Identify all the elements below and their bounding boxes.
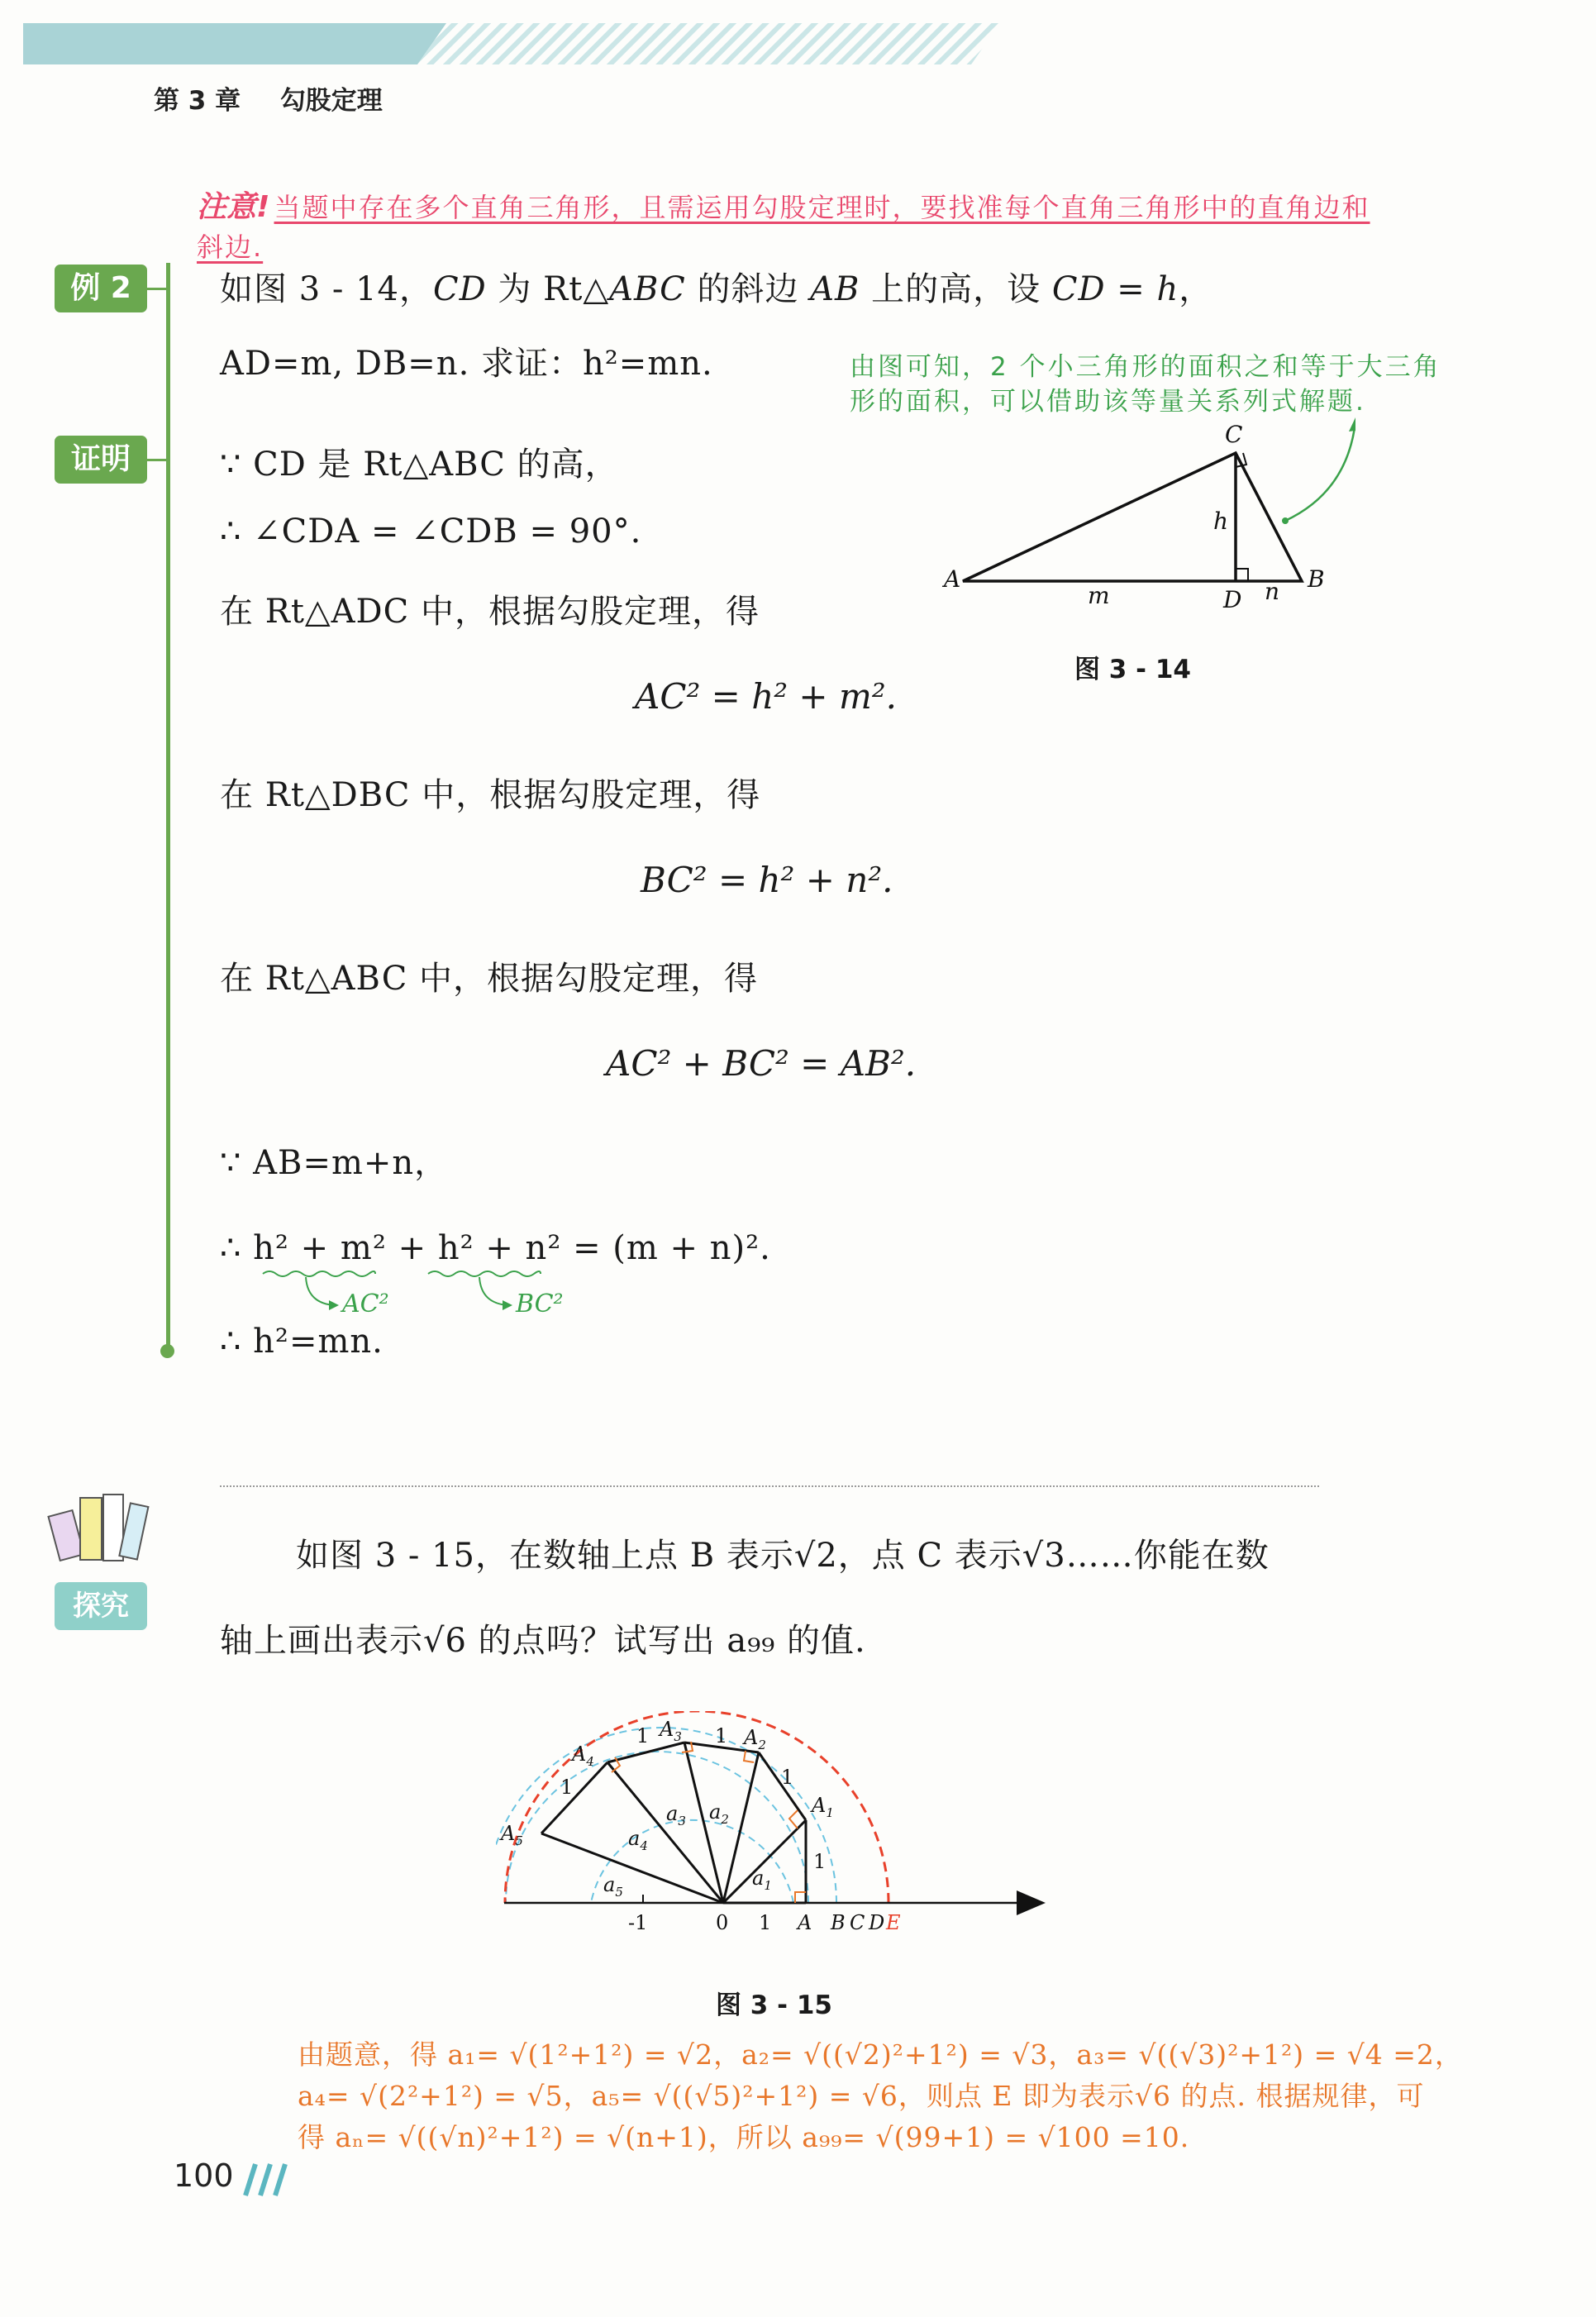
- solution-line3: 得 aₙ= √((√n)²+1²) = √(n+1)，所以 a₉₉= √(99+1) = √100 =10.: [298, 2121, 1190, 2153]
- label-a2: $A_2$: [744, 1726, 766, 1752]
- solution-line2: a₄= √(2²+1²) = √5，a₅= √((√5)²+1²) = √6，则点 E 即为表示√6 的点. 根据规律，可: [298, 2080, 1425, 2112]
- label-h: h: [1213, 508, 1229, 535]
- note-text-line1: 当题中存在多个直角三角形，且需运用勾股定理时，要找准每个直角三角形中的直角边和: [274, 192, 1370, 223]
- proof-eq2: BC² = h² + n².: [641, 860, 893, 900]
- triangle-abc: [963, 453, 1302, 581]
- side-a2: $a_2$: [709, 1800, 729, 1827]
- proof-step6: ∵ AB=m+n，: [220, 1144, 449, 1182]
- proof-step4: 在 Rt△DBC 中，根据勾股定理，得: [220, 776, 761, 814]
- side-a1: $a_1$: [752, 1866, 772, 1893]
- proof-step5: 在 Rt△ABC 中，根据勾股定理，得: [220, 960, 759, 998]
- seg-1-b: 1: [636, 1724, 650, 1747]
- example-tag: 例 2: [55, 265, 147, 312]
- label-n: n: [1265, 578, 1280, 605]
- note-text-line2: 斜边.: [197, 231, 264, 263]
- seg-1-d: 1: [781, 1766, 794, 1789]
- solution-line1: 由题意，得 a₁= √(1²+1²) = √2，a₂= √((√2)²+1²) = √3，a₃= √((√3)²+1²) = √4 =2，: [298, 2038, 1463, 2071]
- note-block: [197, 184, 1370, 226]
- section-divider: [220, 1485, 1319, 1487]
- explore-line2: 轴上画出表示√6 的点吗？试写出 a₉₉ 的值.: [220, 1622, 866, 1660]
- side-a3: $a_3$: [666, 1802, 686, 1828]
- label-a: A: [944, 565, 961, 593]
- proof-step8: ∴ h²=mn.: [220, 1323, 384, 1361]
- chapter-title: 勾股定理: [279, 86, 383, 116]
- right-angle-d: [1236, 569, 1248, 581]
- hint-line2: 形的面积，可以借助该等量关系列式解题.: [850, 387, 1366, 417]
- explore-line1: 如图 3 - 15，在数轴上点 B 表示√2，点 C 表示√3……你能在数: [296, 1537, 1270, 1575]
- chapter-number: 第 3 章: [154, 86, 241, 116]
- label-a3: $A_3$: [660, 1718, 682, 1744]
- hint-line1: 由图可知，2 个小三角形的面积之和等于大三角: [850, 352, 1441, 382]
- page-number-slashes: [234, 2161, 292, 2199]
- side-a5: $a_5$: [603, 1873, 623, 1900]
- proof-tag: 证明: [55, 436, 147, 484]
- figure-3-15-caption: 图 3 - 15: [716, 1990, 832, 2020]
- label-b: B: [1308, 565, 1325, 593]
- annot-bc: BC²: [516, 1290, 564, 1318]
- tick-1: 1: [759, 1911, 772, 1934]
- seg-1-e: 1: [813, 1850, 827, 1873]
- page-number: 100: [174, 2157, 234, 2194]
- proof-tag-connector: [147, 459, 167, 461]
- figure-3-15: [496, 1711, 1058, 1951]
- proof-step7: ∴ h² + m² + h² + n² = (m + n)².: [220, 1229, 771, 1267]
- books-icon: [45, 1480, 161, 1571]
- tick-d: D: [869, 1911, 885, 1934]
- proof-bracket-line: [166, 263, 170, 1351]
- tick-0: 0: [716, 1911, 729, 1934]
- hint-arrow-head: [1349, 417, 1355, 431]
- tick-a: A: [798, 1911, 812, 1934]
- proof-step2: ∴ ∠CDA = ∠CDB = 90°.: [220, 513, 642, 551]
- label-m: m: [1088, 582, 1110, 609]
- annot-ac: AC²: [342, 1290, 389, 1318]
- proof-eq3: AC² + BC² = AB².: [606, 1043, 917, 1084]
- proof-step3: 在 Rt△ADC 中，根据勾股定理，得: [220, 593, 760, 631]
- proof-bracket-dot: [160, 1344, 174, 1358]
- figure-3-14-caption: 图 3 - 14: [1074, 655, 1191, 684]
- label-a1: $A_1$: [812, 1794, 834, 1820]
- proof-step1: ∵ CD 是 Rt△ABC 的高，: [220, 446, 619, 484]
- figure-3-14: [926, 413, 1355, 628]
- example-line2: AD=m, DB=n. 求证：h²=mn.: [220, 345, 713, 383]
- example-tag-connector: [147, 288, 167, 290]
- chapter-header: [154, 79, 383, 117]
- seg-1-a: 1: [560, 1776, 574, 1799]
- note-label: 注意!: [197, 190, 270, 224]
- tick-c: C: [850, 1911, 865, 1934]
- explore-tag: 探究: [55, 1582, 147, 1630]
- seg-1-c: 1: [715, 1724, 728, 1747]
- label-c: C: [1225, 421, 1243, 448]
- side-a4: $a_4$: [628, 1827, 648, 1853]
- header-band: [0, 0, 1596, 74]
- tick-neg1: -1: [628, 1911, 648, 1934]
- hint-arrow: [1285, 422, 1355, 521]
- tick-e: E: [886, 1911, 901, 1934]
- label-a5: $A_5$: [501, 1822, 523, 1848]
- label-d: D: [1223, 586, 1242, 613]
- proof-eq1: AC² = h² + m².: [635, 676, 897, 717]
- example-line1: 如图 3 - 14，CD 为 Rt△ABC 的斜边 AB 上的高，设 CD = h，: [220, 270, 1213, 308]
- label-a4: $A_4$: [572, 1743, 594, 1769]
- tick-b: B: [831, 1911, 846, 1934]
